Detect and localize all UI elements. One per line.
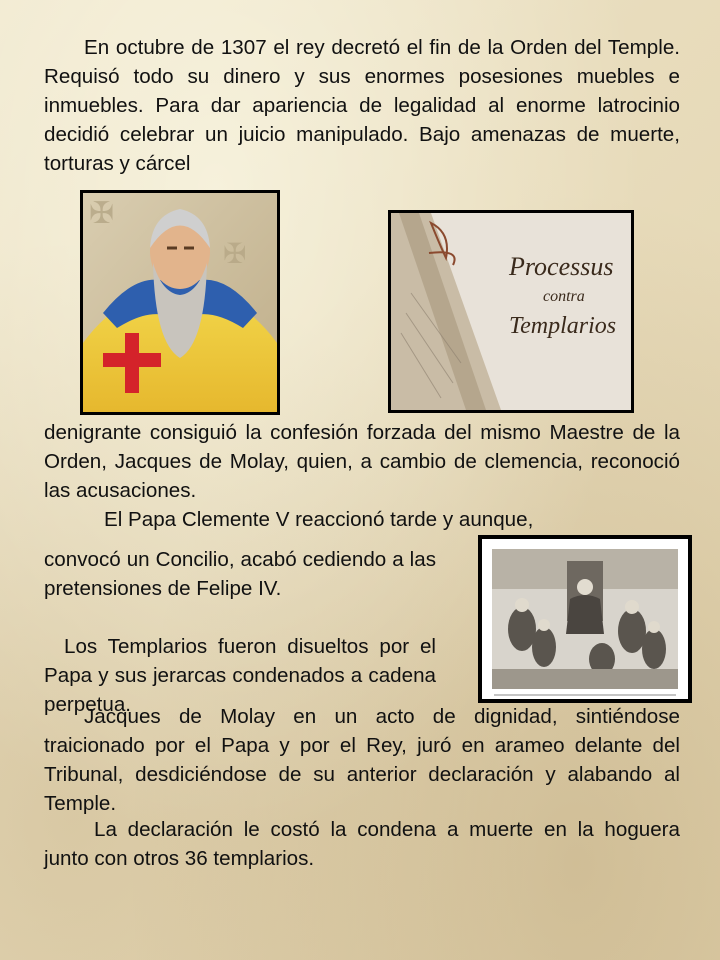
manuscript-word-1: Processus (509, 252, 614, 281)
svg-text:✠: ✠ (223, 239, 247, 270)
templar-portrait (80, 190, 280, 415)
council-engraving-image (478, 535, 692, 703)
pope-line: El Papa Clemente V reaccionó tarde y aunque, (104, 508, 534, 531)
council-engraving-illustration (482, 539, 688, 699)
confession-paragraph: denigrante consiguió la confesión forzada del mismo Maestre de la Orden, Jacques de Molay, quien, a cambio de clemencia, reconoció las acusaciones. (44, 421, 680, 502)
sentence-paragraph: La declaración le costó la condena a muerte en la hoguera junto con otros 36 templarios. (44, 818, 680, 870)
intro-paragraph: En octubre de 1307 el rey decretó el fin de la Orden del Temple. Requisó todo su dinero y sus enormes posesiones muebles e inmuebles. Para dar apariencia de legalidad al enorme latrocinio decidió celebrar un juicio manipulado. Bajo amenazas de muerte, torturas y cárcel (44, 36, 680, 175)
dissolution-paragraph: Los Templarios fueron disueltos por el Papa y sus jerarcas condenados a cadena perpetua. (44, 635, 436, 716)
molay-paragraph: Jacques de Molay en un acto de dignidad, sintiéndose traicionado por el Papa y por el Rey, juró en arameo delante del Tribunal, desdiciéndose de su anterior declaración y alabando al Temple. (44, 705, 680, 815)
svg-text:✠: ✠ (89, 197, 115, 230)
processus-manuscript-image (388, 210, 634, 413)
templar-portrait-illustration (83, 193, 277, 412)
council-paragraph: convocó un Concilio, acabó cediendo a las pretensiones de Felipe IV. (44, 548, 436, 600)
manuscript-word-2: contra (543, 288, 585, 305)
manuscript-word-3: Templarios (509, 313, 617, 339)
manuscript-illustration (391, 213, 631, 410)
